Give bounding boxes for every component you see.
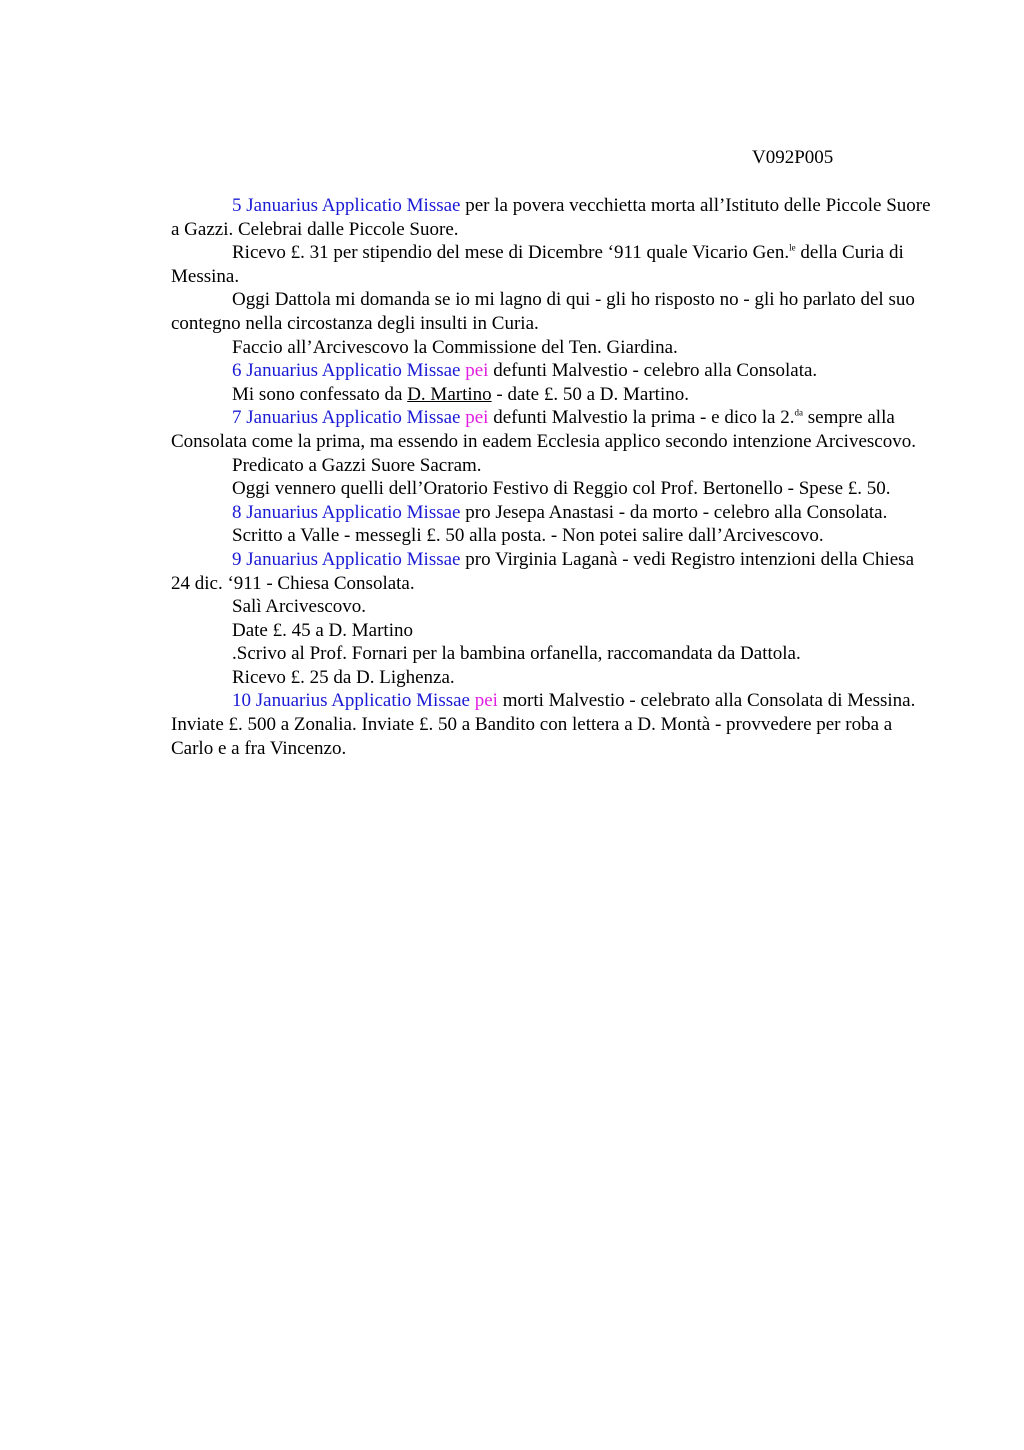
- page-identifier: V092P005: [752, 147, 834, 168]
- entry-text: defunti Malvestio la prima - e dico la 2.: [488, 407, 795, 429]
- entry-7-january: [171, 406, 931, 453]
- entry-text: della Curia di Messina.: [171, 242, 904, 287]
- entry-text: morti Malvestio - celebrato alla Consolata di Messina. Inviate £. 500 a Zonalia. Inviate £. 50 a Bandito con lettera a D. Montà - provvedere per roba a Carlo e a fra Vincenzo.: [171, 690, 916, 759]
- entry-text: defunti Malvestio - celebro alla Consolata.: [488, 360, 818, 382]
- pei-word: pei: [460, 360, 489, 382]
- entry-preached: [171, 454, 931, 478]
- entry-text: Oggi Dattola mi domanda se io mi lagno di qui - gli ho risposto no - gli ho parlato del suo contegno nella circostanza degli insulti in Curia.: [171, 289, 915, 334]
- entry-commission: [171, 336, 931, 360]
- entry-stipend: [171, 241, 931, 288]
- entry-text: per la povera vecchietta morta all’Istituto delle Piccole Suore a Gazzi. Celebrai dalle Piccole Suore.: [171, 195, 931, 240]
- entry-text: .Scrivo al Prof. Fornari per la bambina orfanella, raccomandata da Dattola.: [232, 643, 801, 665]
- entry-dattola: [171, 288, 931, 335]
- superscript: le: [789, 242, 796, 253]
- entry-text: Date £. 45 a D. Martino: [232, 619, 413, 641]
- entry-text: Mi sono confessato da: [232, 383, 408, 405]
- entry-5-january: [171, 194, 931, 241]
- entry-text: Faccio all’Arcivescovo la Commissione del Ten. Giardina.: [232, 336, 678, 358]
- entry-6-january: [171, 359, 931, 383]
- entry-text: Ricevo £. 25 da D. Lighenza.: [232, 666, 455, 688]
- entry-text: - date £. 50 a D. Martino.: [491, 383, 689, 405]
- entry-9-january: [171, 548, 931, 595]
- entry-text: Scritto a Valle - messegli £. 50 alla posta. - Non potei salire dall’Arcivescovo.: [232, 525, 824, 547]
- entry-text: pro Virginia Laganà - vedi Registro intenzioni della Chiesa 24 dic. ‘911 - Chiesa Consolata.: [171, 548, 915, 594]
- underlined-name: D. Martino: [407, 383, 492, 405]
- entry-10-january: [171, 689, 931, 760]
- entry-archbishop: [171, 595, 931, 619]
- superscript: da: [794, 408, 803, 419]
- entry-text: sempre alla Consolata come la prima, ma essendo in eadem Ecclesia applico secondo intenzione Arcivescovo.: [171, 407, 916, 452]
- entry-fornari: [171, 642, 931, 666]
- pei-word: pei: [470, 690, 498, 712]
- entry-text: Oggi vennero quelli dell’Oratorio Festivo di Reggio col Prof. Bertonello - Spese £. 50.: [232, 478, 891, 500]
- entry-lighenza: [171, 666, 931, 690]
- entry-heading: 8 Januarius Applicatio Missae: [232, 501, 461, 523]
- entry-text: Ricevo £. 31 per stipendio del mese di Dicembre ‘911 quale Vicario Gen.: [232, 242, 790, 264]
- entry-text: Predicato a Gazzi Suore Sacram.: [232, 454, 482, 476]
- entry-heading: 6 Januarius Applicatio Missae: [232, 360, 461, 382]
- entry-confession: [171, 383, 931, 407]
- entry-text: pro Jesepa Anastasi - da morto - celebro alla Consolata.: [460, 501, 888, 523]
- entry-text: Salì Arcivescovo.: [232, 596, 367, 618]
- document-body: [171, 194, 931, 760]
- pei-word: pei: [460, 407, 489, 429]
- entry-heading: 5 Januarius Applicatio Missae: [232, 195, 461, 216]
- entry-8-january: [171, 501, 931, 525]
- entry-oratorio: [171, 477, 931, 501]
- entry-valle: [171, 524, 931, 548]
- entry-heading: 10 Januarius Applicatio Missae: [232, 690, 470, 712]
- entry-heading: 9 Januarius Applicatio Missae: [232, 548, 461, 570]
- entry-heading: 7 Januarius Applicatio Missae: [232, 407, 461, 429]
- entry-martino-payment: [171, 619, 931, 643]
